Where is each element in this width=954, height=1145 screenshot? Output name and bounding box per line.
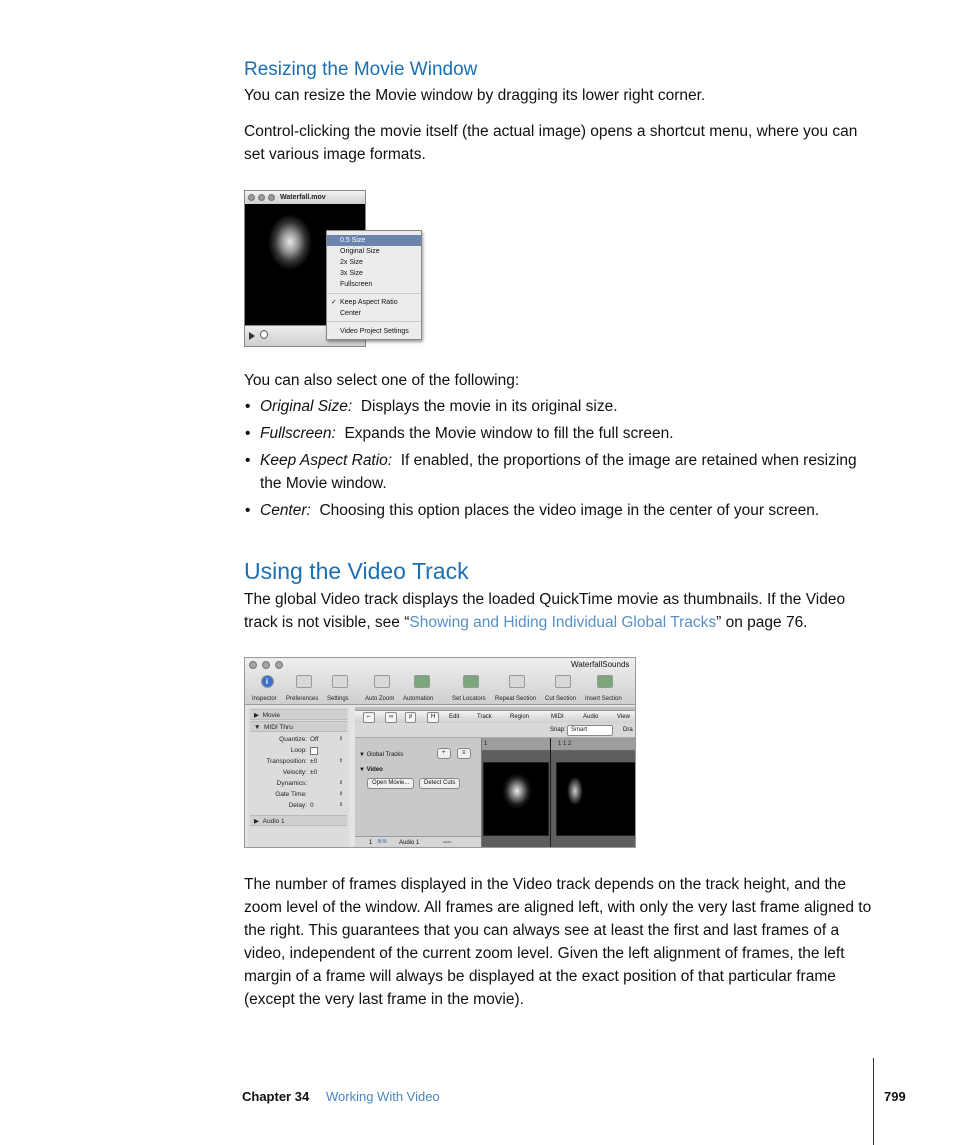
movie-window-screenshot (244, 190, 422, 348)
video-thumbnail (483, 762, 549, 836)
inspector-midi-thru-label: MIDI Thru (264, 724, 293, 731)
menu-region[interactable]: Region (510, 714, 530, 720)
cross-reference-link[interactable]: Showing and Hiding Individual Global Tracks (409, 614, 717, 631)
info-icon: i (261, 675, 274, 688)
param-quantize[interactable] (250, 734, 347, 745)
inspector-audio-label: Audio 1 (262, 818, 285, 825)
inspector-panel (248, 707, 349, 848)
section-heading-resizing: Resizing the Movie Window (244, 59, 478, 80)
video-text: Video (366, 767, 383, 773)
waveform-icon: ≋≋ (377, 839, 388, 845)
menu-item-2x-size[interactable]: 2x Size (340, 259, 363, 266)
param-gate-time[interactable] (250, 789, 347, 800)
menu-track[interactable]: Track (477, 714, 492, 720)
detect-cuts-button[interactable]: Detect Cuts (419, 778, 460, 789)
list-term: Fullscreen: (260, 425, 336, 442)
list-desc: Choosing this option places the video image in the center of your screen. (319, 502, 820, 519)
toolbar-label-settings: Settings (327, 696, 349, 702)
list-desc: Expands the Movie window to fill the full screen. (344, 425, 674, 442)
auto-zoom-button[interactable] (369, 675, 395, 690)
repeat-section-button[interactable] (504, 675, 530, 690)
param-label: Delay: (288, 802, 307, 809)
audio-track-header[interactable] (355, 836, 481, 848)
list-item (244, 422, 874, 445)
param-value: ±0 (310, 758, 318, 765)
toolbar-label-insert-section: Insert Section (585, 696, 622, 702)
stepper-icon[interactable]: ⇕ (338, 758, 343, 764)
arrange-window-screenshot (244, 657, 636, 848)
list-item (244, 499, 874, 522)
zoom-button-icon[interactable] (275, 661, 283, 669)
window-toolbar (245, 658, 635, 705)
shortcut-menu (326, 230, 422, 340)
options-list (244, 395, 874, 526)
zoom-button-icon[interactable] (268, 194, 275, 201)
track-content-area[interactable] (482, 738, 635, 848)
snap-bar (355, 723, 635, 738)
menu-separator (327, 293, 421, 294)
menu-separator (327, 321, 421, 322)
bar-ruler[interactable] (482, 738, 635, 751)
minimize-button-icon[interactable] (262, 661, 270, 669)
video-track-label: ▼ Video (359, 767, 383, 773)
list-item (244, 449, 874, 495)
cut-section-icon (555, 675, 571, 688)
catch-button[interactable]: ♯ (405, 712, 416, 723)
menu-item-label: Keep Aspect Ratio (340, 299, 398, 306)
list-intro: You can also select one of the following: (244, 372, 520, 389)
track-option-button[interactable]: ≡ (457, 748, 471, 759)
section-heading-video-track: Using the Video Track (244, 558, 469, 584)
toolbar-label-cut-section: Cut Section (545, 696, 577, 702)
loop-checkbox[interactable] (310, 747, 318, 755)
settings-icon (332, 675, 348, 688)
snap-label: Snap: (550, 727, 566, 733)
menu-item-center[interactable]: Center (340, 310, 362, 317)
global-tracks-label[interactable]: ▼ Global Tracks (359, 752, 404, 758)
param-label: Velocity: (282, 769, 307, 776)
inspector-button[interactable] (254, 675, 280, 690)
arrange-area (355, 707, 635, 848)
playhead-knob[interactable] (260, 330, 268, 339)
ruler-position: 1 1 2 (558, 741, 572, 747)
paragraph-text: ” on page 76. (716, 614, 808, 631)
local-menubar (355, 710, 635, 724)
automation-icon (414, 675, 430, 688)
paragraph-text: The global Video track displays the loaded QuickTime movie as thumbnails. If the Video track is not visible, see “ (244, 591, 846, 631)
toolbar-label-preferences: Preferences (286, 696, 319, 702)
inspector-audio-header[interactable]: ▶ Audio 1 (250, 815, 347, 826)
list-term: Center: (260, 502, 311, 519)
movie-window-title: Waterfall.mov (280, 194, 326, 201)
toolbar-label-automation: Automation (403, 696, 434, 702)
param-value: ±0 (310, 769, 318, 776)
set-locators-button[interactable] (458, 675, 484, 690)
menu-edit[interactable]: Edit (449, 714, 460, 720)
inspector-midi-thru-header[interactable]: ▼ MIDI Thru (250, 721, 347, 732)
toolbar-label-set-locators: Set Locators (452, 696, 486, 702)
tool-button[interactable]: ⌐ (363, 712, 375, 723)
checkmark-icon: ✓ (331, 299, 337, 306)
menu-audio[interactable]: Audio (583, 714, 599, 720)
paragraph-control-click: Control-clicking the movie itself (the actual image) opens a shortcut menu, where you can set various image formats. (244, 123, 858, 163)
param-loop[interactable] (250, 745, 347, 756)
video-thumbnail (556, 762, 636, 836)
snap-select[interactable]: Smart (567, 725, 613, 736)
menu-item-half-size[interactable]: 0.5 Size (327, 235, 421, 246)
track-number: 1 (369, 840, 373, 846)
list-term: Keep Aspect Ratio: (260, 452, 393, 469)
paragraph-frames: The number of frames displayed in the Video track depends on the track height, and the zoom level of the window. All frames are aligned left, with only the very last frame aligned to the right. This guarantees that you can always see at least the first and last frames of a video, independent of the current zoom level. Given the left alignment of frames, the left margin of a frame will always be displayed at the exact position of that particular frame (except the very last frame in the movie). (244, 876, 872, 1008)
preferences-button[interactable] (291, 675, 317, 690)
menu-midi[interactable]: MIDI (551, 714, 564, 720)
inspector-movie-label: Movie (262, 712, 280, 719)
param-value: Off (310, 736, 319, 743)
toolbar-label-inspector: Inspector (252, 696, 277, 702)
list-desc: If enabled, the proportions of the image are retained when resizing the Movie window. (260, 452, 857, 492)
global-tracks-text: Global Tracks (366, 752, 404, 758)
param-transposition[interactable] (250, 756, 347, 767)
play-icon[interactable] (249, 332, 255, 340)
menu-item-keep-aspect-ratio[interactable] (327, 297, 421, 308)
preferences-icon (296, 675, 312, 688)
param-label: Loop: (290, 747, 307, 754)
track-name: Audio 1 (399, 840, 420, 846)
param-dynamics[interactable] (250, 778, 347, 789)
footer-chapter: Chapter 34 (242, 1089, 310, 1104)
menu-item-fullscreen[interactable]: Fullscreen (340, 281, 373, 288)
param-delay[interactable] (250, 800, 347, 811)
inspector-movie-header[interactable]: ▶ Movie (250, 709, 347, 720)
window-title: WaterfallSounds (571, 660, 630, 669)
param-label: Transposition: (266, 758, 307, 765)
cut-section-button[interactable] (550, 675, 576, 690)
track-buttons[interactable]: ▫▫▫▫ (443, 840, 452, 846)
menu-item-video-project-settings[interactable]: Video Project Settings (340, 328, 409, 335)
stepper-icon[interactable]: ⇕ (338, 791, 343, 797)
footer-divider (873, 1058, 874, 1145)
stepper-icon[interactable]: ⇕ (338, 736, 343, 742)
link-button[interactable]: ∞ (385, 712, 397, 723)
auto-zoom-icon (374, 675, 390, 688)
paragraph-global-video-track (244, 588, 874, 634)
paragraph-resize: You can resize the Movie window by dragging its lower right corner. (244, 87, 706, 104)
footer-chapter-title[interactable]: Working With Video (326, 1089, 440, 1104)
param-value: 0 (310, 802, 314, 809)
movie-window-titlebar (245, 191, 365, 205)
set-locators-icon (463, 675, 479, 688)
list-term: Original Size: (260, 398, 353, 415)
param-label: Dynamics: (276, 780, 307, 787)
track-list (355, 738, 482, 848)
drag-label: Dra (623, 727, 633, 733)
stepper-icon[interactable]: ⇕ (338, 780, 343, 786)
ruler-bar-1: 1 (484, 741, 488, 747)
add-track-button[interactable]: + (437, 748, 451, 759)
close-button-icon[interactable] (248, 194, 255, 201)
settings-button[interactable] (327, 675, 353, 690)
close-button-icon[interactable] (249, 661, 257, 669)
param-velocity[interactable] (250, 767, 347, 778)
automation-button[interactable] (409, 675, 435, 690)
list-item (244, 395, 874, 418)
page-number: 799 (884, 1089, 906, 1104)
hide-button[interactable]: H (427, 712, 439, 723)
repeat-section-icon (509, 675, 525, 688)
stepper-icon[interactable]: ⇕ (338, 802, 343, 808)
param-label: Gate Time: (275, 791, 307, 798)
list-desc: Displays the movie in its original size. (360, 398, 618, 415)
minimize-button-icon[interactable] (258, 194, 265, 201)
insert-section-button[interactable] (592, 675, 618, 690)
open-movie-button[interactable]: Open Movie... (367, 778, 414, 789)
toolbar-label-auto-zoom: Auto Zoom (365, 696, 395, 702)
menu-item-3x-size[interactable]: 3x Size (340, 270, 363, 277)
playhead-line[interactable] (550, 738, 551, 848)
insert-section-icon (597, 675, 613, 688)
param-label: Quantize: (279, 736, 307, 743)
menu-item-original-size[interactable]: Original Size (340, 248, 380, 255)
menu-view[interactable]: View (617, 714, 630, 720)
toolbar-label-repeat-section: Repeat Section (495, 696, 537, 702)
